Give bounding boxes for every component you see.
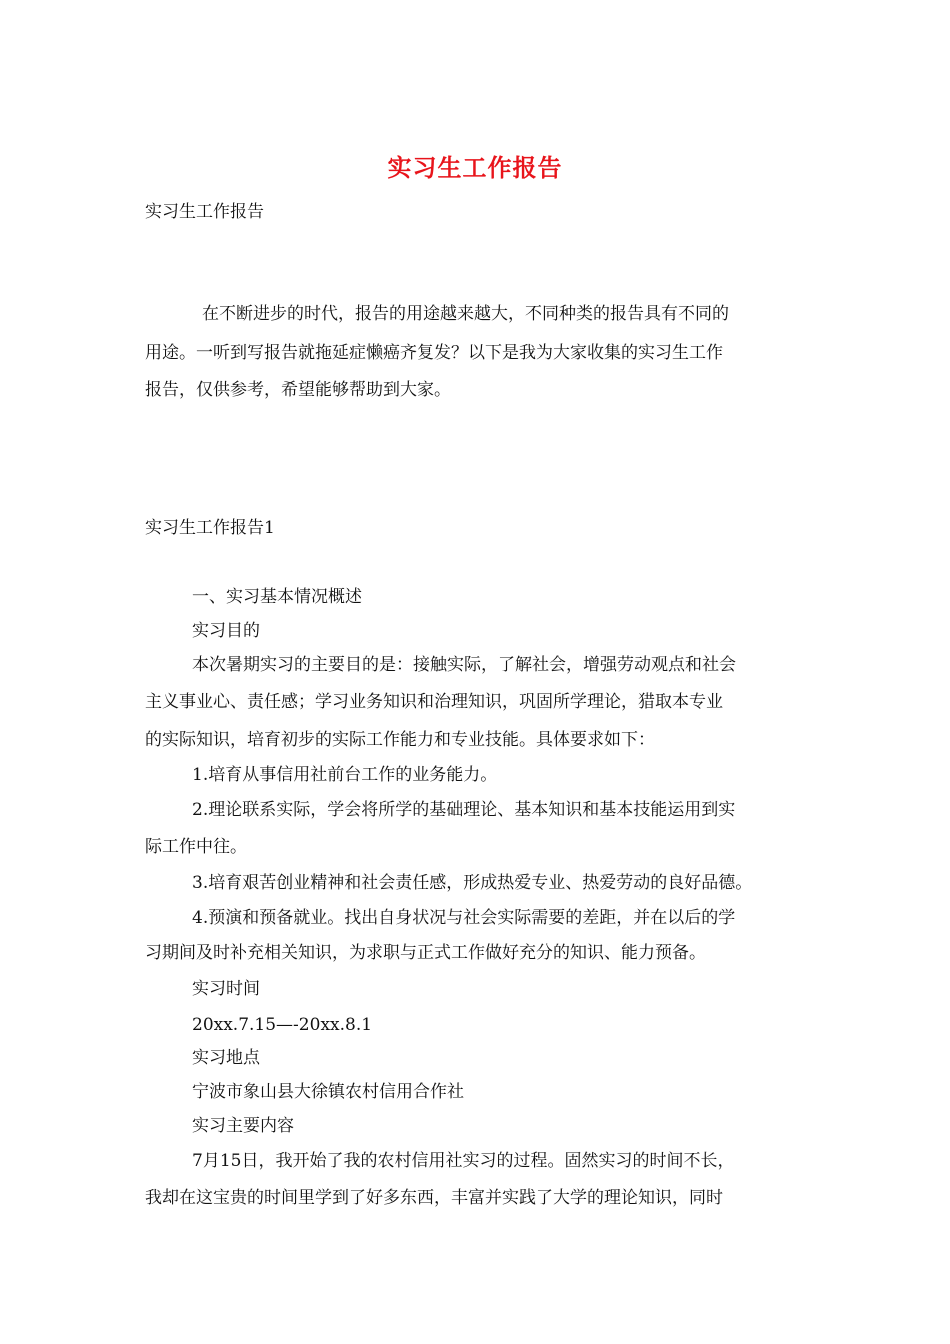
paragraph-line: 7月15日，我开始了我的农村信用社实习的过程。固然实习的时间不长， bbox=[192, 1151, 735, 1171]
document-title: 实习生工作报告 bbox=[387, 153, 563, 182]
date-range: 20xx.7.15—-20xx.8.1 bbox=[192, 1015, 373, 1035]
list-item-continued: 习期间及时补充相关知识，为求职与正式工作做好充分的知识、能力预备。 bbox=[145, 943, 706, 963]
subheading: 实习地点 bbox=[192, 1048, 260, 1068]
section-heading: 一、实习基本情况概述 bbox=[192, 587, 362, 607]
paragraph-line: 的实际知识，培育初步的实际工作能力和专业技能。具体要求如下： bbox=[145, 730, 655, 750]
paragraph-line: 本次暑期实习的主要目的是：接触实际，了解社会，增强劳动观点和社会 bbox=[192, 655, 736, 675]
intro-line: 在不断进步的时代，报告的用途越来越大，不同种类的报告具有不同的 bbox=[202, 304, 729, 324]
subheading: 实习主要内容 bbox=[192, 1116, 294, 1136]
list-item-continued: 际工作中往。 bbox=[145, 837, 247, 857]
list-item: 2.理论联系实际，学会将所学的基础理论、基本知识和基本技能运用到实 bbox=[192, 800, 736, 820]
section-title: 实习生工作报告1 bbox=[145, 518, 275, 538]
location-text: 宁波市象山县大徐镇农村信用合作社 bbox=[192, 1082, 464, 1102]
intro-line: 用途。一听到写报告就拖延症懒癌齐复发？以下是我为大家收集的实习生工作 bbox=[145, 343, 723, 363]
paragraph-line: 我却在这宝贵的时间里学到了好多东西，丰富并实践了大学的理论知识，同时 bbox=[145, 1188, 723, 1208]
paragraph-line: 主义事业心、责任感；学习业务知识和治理知识，巩固所学理论，猎取本专业 bbox=[145, 692, 723, 712]
list-item: 1.培育从事信用社前台工作的业务能力。 bbox=[192, 765, 498, 785]
list-item: 4.预演和预备就业。找出自身状况与社会实际需要的差距，并在以后的学 bbox=[192, 908, 736, 928]
subheading: 实习目的 bbox=[192, 621, 260, 641]
subheading: 实习时间 bbox=[192, 979, 260, 999]
intro-line: 报告，仅供参考，希望能够帮助到大家。 bbox=[145, 380, 451, 400]
list-item: 3.培育艰苦创业精神和社会责任感，形成热爱专业、热爱劳动的良好品德。 bbox=[192, 873, 753, 893]
document-subtitle: 实习生工作报告 bbox=[145, 202, 264, 222]
